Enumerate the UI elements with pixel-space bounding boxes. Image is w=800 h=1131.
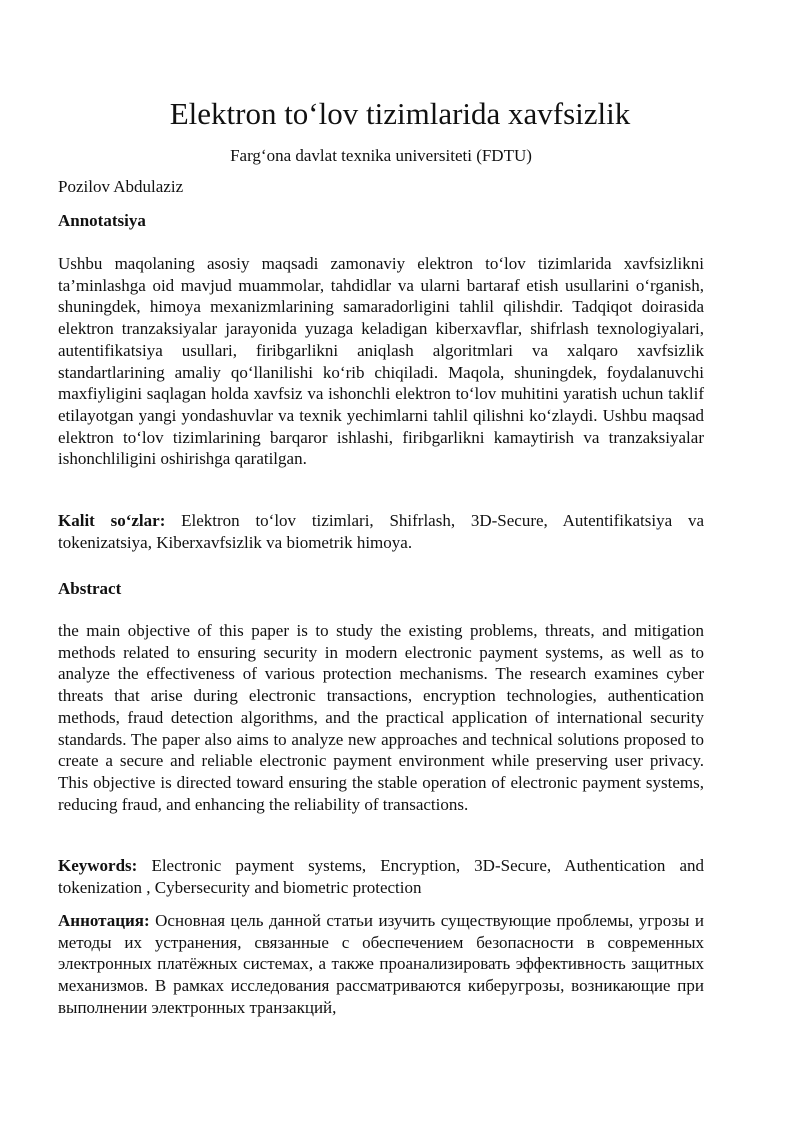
annotatsiya-ru-text: Основная цель данной статьи изучить существующие проблемы, угрозы и методы их устранения, связанные с обеспечением безопасности в современных электронных платёжных системах, а также проанализировать эффективность защитных механизмов. В рамках исследования рассматриваются киберугрозы, возникающие при выполнении электронных транзакций,	[58, 911, 704, 1017]
keywords-label: Keywords:	[58, 856, 138, 875]
keywords-paragraph	[58, 855, 704, 898]
annotatsiya-ru-label: Аннотация:	[58, 911, 150, 930]
annotatsiya-text: Ushbu maqolaning asosiy maqsadi zamonaviy elektron to‘lov tizimlarida xavfsizlikni ta’minlashga oid mavjud muammolar, tahdidlar va ularni bartaraf etish usullarini o‘rganish, shuningdek, himoya mexanizmlarining samaradorligini tahlil qilishdir. Tadqiqot doirasida elektron tranzaksiyalar jarayonida yuzaga keladigan kiberxavflar, shifrlash texnologiyalari, autentifikatsiya usullari, firibgarlikni aniqlash algoritmlari va xalqaro xavfsizlik standartlarining amaliy qo‘llanilishi ko‘rib chiqiladi. Maqola, shuningdek, foydalanuvchi maxfiyligini saqlagan holda xavfsiz va ishonchli elektron to‘lov muhitini yaratish uchun taklif etilayotgan yangi yondashuvlar va texnik yechimlarni tahlil qilishni ko‘zlaydi. Ushbu maqsad elektron to‘lov tizimlarining barqaror ishlashi, firibgarlikni kamaytirish va tranzaksiyalar ishonchliligini oshirishga qaratilgan.	[58, 254, 704, 469]
annotatsiya-heading: Annotatsiya	[58, 211, 146, 230]
abstract-text: the main objective of this paper is to study the existing problems, threats, and mitigation methods related to ensuring security in modern electronic payment systems, as well as to analyze the effectiveness of various protection mechanisms. The research examines cyber threats that arise during electronic transactions, encryption technologies, authentication methods, fraud detection algorithms, and the practical application of international security standards. The paper also aims to analyze new approaches and technical solutions proposed to create a secure and reliable electronic payment environment while preserving user privacy. This objective is directed toward ensuring the stable operation of electronic payment systems, reducing fraud, and enhancing the reliability of transactions.	[58, 621, 704, 814]
keywords-text: Electronic payment systems, Encryption, 3D-Secure, Authentication and tokenization , Cybersecurity and biometric protection	[58, 856, 704, 897]
kalit-sozlar-text: Elektron to‘lov tizimlari, Shifrlash, 3D-Secure, Autentifikatsiya va tokenizatsiya, Kiberxavfsizlik va biometrik himoya.	[58, 511, 704, 552]
abstract-heading: Abstract	[58, 579, 122, 598]
kalit-sozlar-paragraph	[58, 510, 704, 553]
annotatsiya-ru-paragraph	[58, 910, 704, 1019]
author-name: Pozilov Abdulaziz	[58, 177, 184, 196]
kalit-sozlar-label: Kalit so‘zlar:	[58, 511, 166, 530]
paper-title: Elektron to‘lov tizimlarida xavfsizlik	[169, 96, 631, 131]
affiliation: Farg‘ona davlat texnika universiteti (FDTU)	[230, 146, 532, 165]
